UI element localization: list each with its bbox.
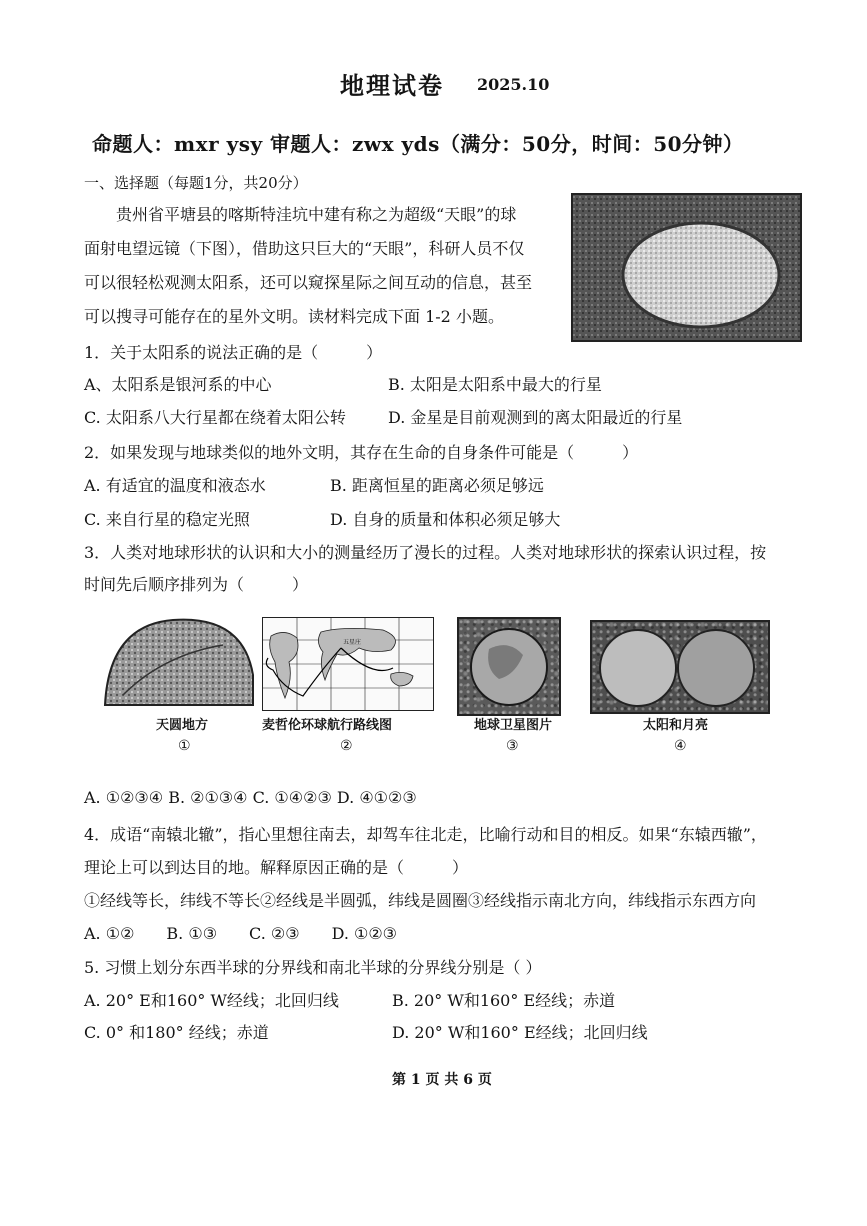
q2-option-d: D. 自身的质量和体积必须足够大	[330, 510, 561, 529]
figure-4-caption: 太阳和月亮	[643, 718, 709, 733]
exam-date: 2025.10	[477, 75, 550, 94]
dome-image	[103, 615, 255, 710]
q1-option-c: C. 太阳系八大行星都在绕着太阳公转	[84, 408, 346, 427]
figure-3-caption: 地球卫星图片	[474, 718, 553, 733]
q2-option-c: C. 来自行星的稳定光照	[84, 510, 250, 529]
q4-facts: ①经线等长，纬线不等长②经线是半圆弧，纬线是圆圈③经线指示南北方向，纬线指示东西方向	[84, 891, 757, 910]
figure-2-number: ②	[340, 738, 353, 754]
sun-moon-image	[592, 622, 768, 712]
q4-options: A. ①② B. ①③ C. ②③ D. ①②③	[84, 924, 398, 943]
intro-line: 可以搜寻可能存在的星外文明。读材料完成下面 1-2 小题。	[84, 307, 504, 326]
intro-line: 贵州省平塘县的喀斯特洼坑中建有称之为超级“天眼”的球	[116, 205, 517, 224]
figure-satellite-photo	[457, 617, 561, 716]
q5-option-c: C. 0° 和180° 经线；赤道	[84, 1023, 269, 1042]
authors-line: 命题人：mxr ysy 审题人：zwx yds（满分：50分，时间：50分钟）	[92, 132, 744, 156]
figure-2-caption: 麦哲伦环球航行路线图	[262, 718, 393, 733]
telescope-image	[573, 195, 800, 340]
q5-option-d: D. 20° W和160° E经线；北回归线	[392, 1023, 648, 1042]
intro-line: 可以很轻松观测太阳系，还可以窥探星际之间互动的信息，甚至	[84, 273, 533, 292]
world-map-image	[263, 618, 433, 710]
page-footer: 第 1 页 共 6 页	[392, 1072, 492, 1088]
section-heading: 一、选择题（每题1分，共20分）	[84, 174, 308, 192]
figure-magellan-map	[262, 617, 434, 711]
q1-option-b: B. 太阳是太阳系中最大的行星	[388, 375, 602, 394]
q1-option-d: D. 金星是目前观测到的离太阳最近的行星	[388, 408, 683, 427]
q1-option-a: A、太阳系是银河系的中心	[84, 375, 272, 394]
map-label: 五星庄	[343, 639, 362, 646]
figure-sun-moon-photo	[590, 620, 770, 714]
q5-option-b: B. 20° W和160° E经线；赤道	[392, 991, 616, 1010]
q2-stem: 2．如果发现与地球类似的地外文明，其存在生命的自身条件可能是（ ）	[84, 443, 639, 462]
intro-line: 面射电望远镜（下图），借助这只巨大的“天眼”，科研人员不仅	[84, 239, 525, 258]
q1-stem: 1．关于太阳系的说法正确的是（ ）	[84, 343, 383, 362]
q3-stem-line2: 时间先后顺序排列为（ ）	[84, 575, 309, 594]
q5-option-a: A. 20° E和160° W经线；北回归线	[84, 991, 339, 1010]
figure-1-number: ①	[178, 738, 191, 754]
q4-stem-line2: 理论上可以到达目的地。解释原因正确的是（ ）	[84, 858, 469, 877]
figure-dome	[103, 615, 255, 710]
q4-stem-line1: 4．成语“南辕北辙”，指心里想往南去，却驾车往北走，比喻行动和目的相反。如果“东辕西辙”，	[84, 825, 767, 844]
q5-stem: 5. 习惯上划分东西半球的分界线和南北半球的分界线分别是（ ）	[84, 958, 542, 977]
figure-1-caption: 天圆地方	[156, 718, 209, 733]
q3-options: A. ①②③④ B. ②①③④ C. ①④②③ D. ④①②③	[84, 788, 417, 807]
earth-image	[459, 619, 559, 714]
page-title: 地理试卷	[340, 71, 444, 100]
figure-4-number: ④	[674, 738, 687, 754]
q2-option-b: B. 距离恒星的距离必须足够远	[330, 476, 544, 495]
figure-3-number: ③	[506, 738, 519, 754]
q2-option-a: A. 有适宜的温度和液态水	[84, 476, 266, 495]
q3-stem-line1: 3．人类对地球形状的认识和大小的测量经历了漫长的过程。人类对地球形状的探索认识过程，按	[84, 543, 767, 562]
intro-passage	[84, 198, 554, 334]
telescope-photo	[571, 193, 802, 342]
